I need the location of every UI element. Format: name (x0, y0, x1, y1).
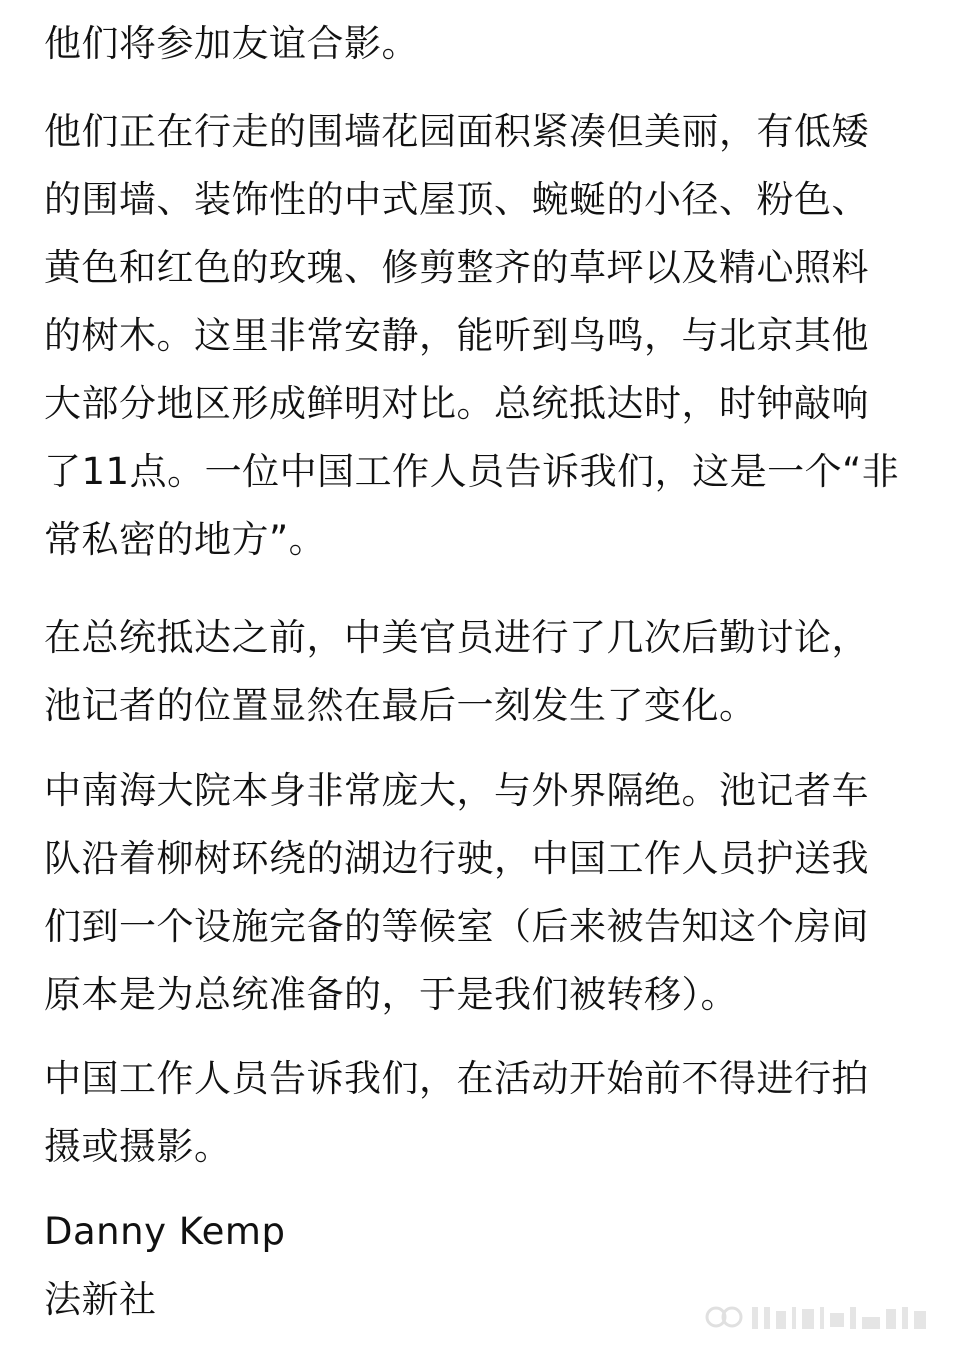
text-line: 中南海大院本身非常庞大，与外界隔绝。池记者车 (44, 769, 869, 812)
text-line: 大部分地区形成鲜明对比。总统抵达时，时钟敲响 (44, 382, 869, 425)
text-line: 他们正在行走的围墙花园面积紧凑但美丽，有低矮 (44, 110, 869, 153)
text-line: 了11点。一位中国工作人员告诉我们，这是一个“非 (44, 450, 900, 493)
byline-author: Danny Kemp (44, 1210, 286, 1253)
text-line: 原本是为总统准备的，于是我们被转移）。 (44, 973, 738, 1016)
paragraph-3 (44, 604, 869, 740)
byline-agency: 法新社 (44, 1278, 157, 1321)
byline (44, 1198, 285, 1334)
text-line: 黄色和红色的玫瑰、修剪整齐的草坪以及精心照料 (44, 246, 869, 289)
text-line: 摄或摄影。 (44, 1125, 232, 1168)
text-line: 在总统抵达之前，中美官员进行了几次后勤讨论， (44, 616, 869, 659)
text-line: 的树木。这里非常安静，能听到鸟鸣，与北京其他 (44, 314, 869, 357)
text-line: 中国工作人员告诉我们，在活动开始前不得进行拍 (44, 1057, 869, 1100)
text-line: 他们将参加友谊合影。 (44, 22, 419, 65)
paragraph-5 (44, 1045, 869, 1181)
paragraph-4 (44, 757, 869, 1029)
text-line: 们到一个设施完备的等候室（后来被告知这个房间 (44, 905, 869, 948)
text-line: 的围墙、装饰性的中式屋顶、蜿蜒的小径、粉色、 (44, 178, 869, 221)
paragraph-2 (44, 98, 899, 574)
paragraph-1 (44, 10, 419, 78)
text-line: 队沿着柳树环绕的湖边行驶，中国工作人员护送我 (44, 837, 869, 880)
text-line: 常私密的地方”。 (44, 518, 327, 561)
watermark-logo-icon (702, 1295, 942, 1339)
text-line: 池记者的位置显然在最后一刻发生了变化。 (44, 684, 757, 727)
